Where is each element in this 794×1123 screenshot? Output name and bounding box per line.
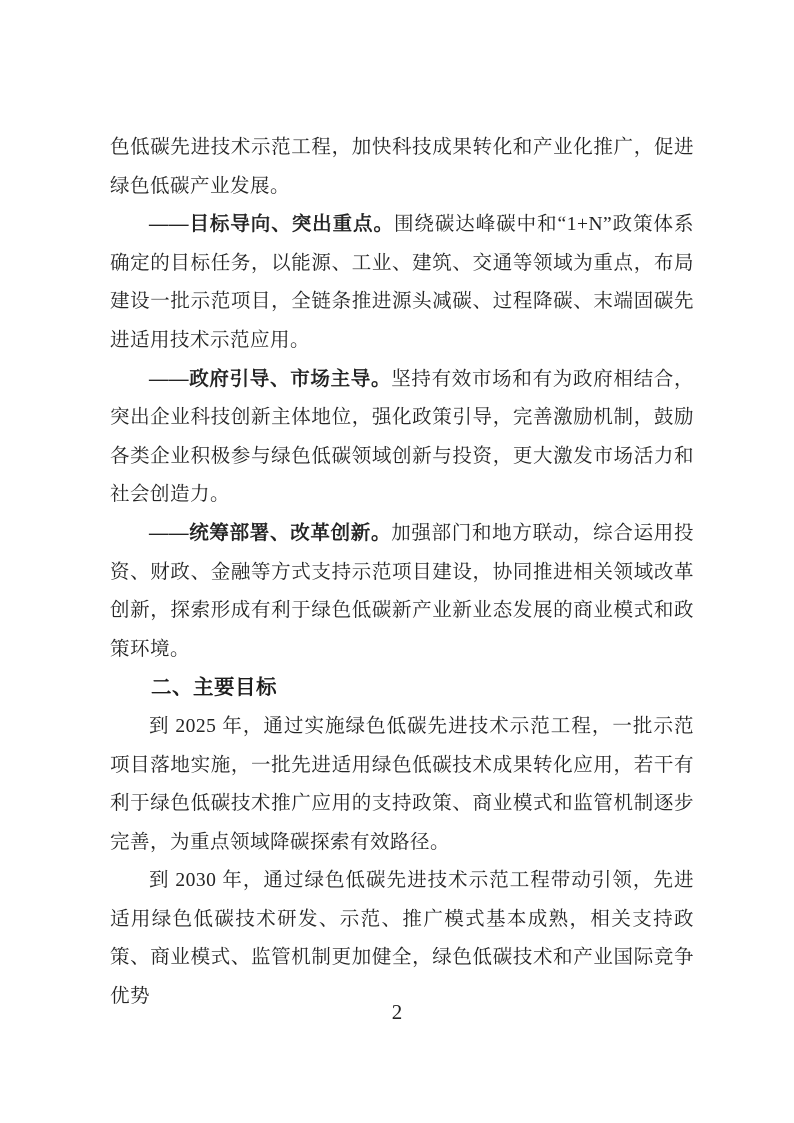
paragraph-continuation	[110, 129, 694, 206]
paragraph-text: 到 2030 年，通过绿色低碳先进技术示范工程带动引领，先进适用绿色低碳技术研发、示范、推广模式基本成熟，相关支持政策、商业模式、监管机制更加健全，绿色低碳技术和产业国际竞争优势	[110, 870, 694, 1008]
paragraph-principle-goal-oriented	[110, 206, 694, 360]
paragraph-2025-target	[110, 708, 694, 862]
paragraph-text: 到 2025 年，通过实施绿色低碳先进技术示范工程，一批示范项目落地实施，一批先进适用绿色低碳技术成果转化应用，若干有利于绿色低碳技术推广应用的支持政策、商业模式和监管机制逐步完善，为重点领域降碳探索有效路径。	[110, 715, 694, 853]
paragraph-text: 坚持有效市场和有为政府相结合，突出企业科技创新主体地位，强化政策引导，完善激励机制，鼓励各类企业积极参与绿色低碳领域创新与投资，更大激发市场活力和社会创造力。	[110, 368, 694, 506]
page-number: 2	[391, 1000, 403, 1024]
paragraph-lead-bold: ——目标导向、突出重点。	[149, 214, 394, 236]
paragraph-lead-bold: ——政府引导、市场主导。	[149, 368, 392, 390]
document-body	[110, 129, 694, 1017]
paragraph-2030-target	[110, 862, 694, 1016]
paragraph-text: 色低碳先进技术示范工程，加快科技成果转化和产业化推广，促进绿色低碳产业发展。	[110, 137, 694, 197]
paragraph-text: 围绕碳达峰碳中和“1+N”政策体系确定的目标任务，以能源、工业、建筑、交通等领域为重点，布局建设一批示范项目，全链条推进源头减碳、过程降碳、末端固碳先进适用技术示范应用。	[110, 214, 694, 351]
section-heading-main-objectives: 二、主要目标	[151, 676, 277, 700]
paragraph-principle-coordinated-deployment	[110, 515, 694, 669]
paragraph-text: 加强部门和地方联动，综合运用投资、财政、金融等方式支持示范项目建设，协同推进相关领域改革创新，探索形成有利于绿色低碳新产业新业态发展的商业模式和政策环境。	[110, 522, 694, 660]
paragraph-lead-bold: ——统筹部署、改革创新。	[149, 522, 392, 544]
paragraph-principle-government-guidance	[110, 361, 694, 515]
